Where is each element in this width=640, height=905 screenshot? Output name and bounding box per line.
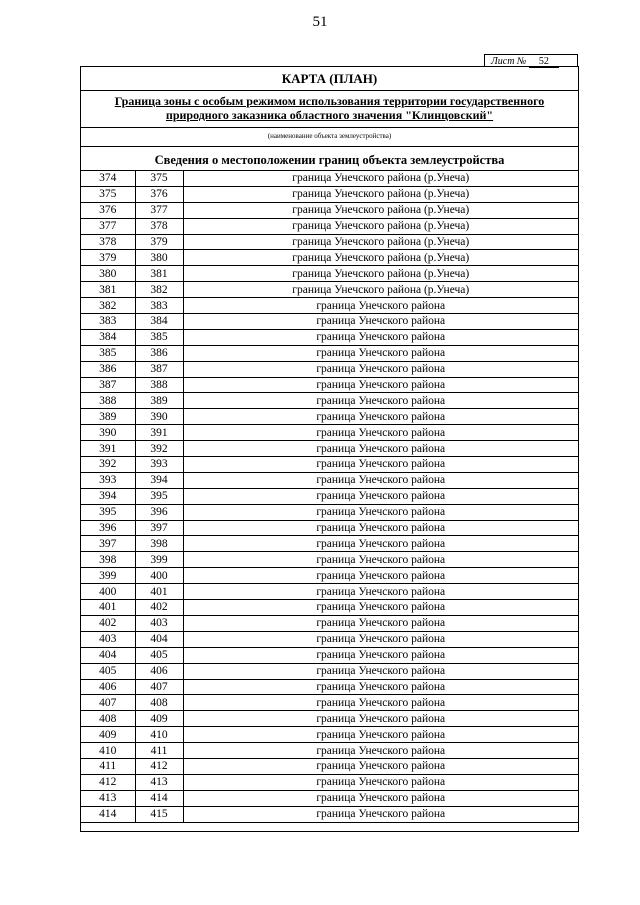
table-row bbox=[81, 425, 578, 441]
table-row bbox=[81, 361, 578, 377]
boundary-description: граница Унечского района bbox=[183, 727, 578, 743]
point-to: 391 bbox=[135, 425, 183, 441]
boundary-description: граница Унечского района bbox=[183, 679, 578, 695]
boundary-description: граница Унечского района bbox=[183, 314, 578, 330]
boundary-description: граница Унечского района bbox=[183, 345, 578, 361]
point-to: 402 bbox=[135, 600, 183, 616]
point-from: 400 bbox=[81, 584, 135, 600]
boundary-description: граница Унечского района (р.Унеча) bbox=[183, 171, 578, 186]
point-to: 405 bbox=[135, 647, 183, 663]
point-from: 375 bbox=[81, 186, 135, 202]
point-from: 381 bbox=[81, 282, 135, 298]
boundary-description: граница Унечского района bbox=[183, 790, 578, 806]
point-from: 387 bbox=[81, 377, 135, 393]
point-from: 408 bbox=[81, 711, 135, 727]
point-from: 407 bbox=[81, 695, 135, 711]
table-row bbox=[81, 711, 578, 727]
point-from: 376 bbox=[81, 202, 135, 218]
boundary-description: граница Унечского района bbox=[183, 631, 578, 647]
point-to: 377 bbox=[135, 202, 183, 218]
point-to: 392 bbox=[135, 441, 183, 457]
boundary-description: граница Унечского района bbox=[183, 298, 578, 314]
table-row bbox=[81, 695, 578, 711]
point-to: 411 bbox=[135, 743, 183, 759]
point-from: 404 bbox=[81, 647, 135, 663]
point-to: 387 bbox=[135, 361, 183, 377]
table-row bbox=[81, 409, 578, 425]
boundary-description: граница Унечского района bbox=[183, 600, 578, 616]
section-title: Сведения о местоположении границ объекта землеустройства bbox=[81, 147, 578, 171]
point-to: 399 bbox=[135, 552, 183, 568]
point-to: 408 bbox=[135, 695, 183, 711]
point-to: 396 bbox=[135, 504, 183, 520]
point-to: 413 bbox=[135, 774, 183, 790]
point-from: 386 bbox=[81, 361, 135, 377]
object-name-line-2: природного заказника областного значения "Клинцовский" bbox=[165, 108, 494, 122]
table-row bbox=[81, 202, 578, 218]
boundary-description: граница Унечского района bbox=[183, 441, 578, 457]
table-row bbox=[81, 234, 578, 250]
table-row bbox=[81, 441, 578, 457]
point-to: 407 bbox=[135, 679, 183, 695]
point-from: 394 bbox=[81, 488, 135, 504]
table-row bbox=[81, 504, 578, 520]
table-row bbox=[81, 806, 578, 822]
boundary-description: граница Унечского района bbox=[183, 409, 578, 425]
point-from: 412 bbox=[81, 774, 135, 790]
table-row bbox=[81, 631, 578, 647]
point-from: 403 bbox=[81, 631, 135, 647]
table-row bbox=[81, 600, 578, 616]
point-to: 393 bbox=[135, 457, 183, 473]
point-to: 400 bbox=[135, 568, 183, 584]
point-from: 410 bbox=[81, 743, 135, 759]
boundary-description: граница Унечского района bbox=[183, 584, 578, 600]
point-to: 406 bbox=[135, 663, 183, 679]
table-row bbox=[81, 282, 578, 298]
point-to: 394 bbox=[135, 472, 183, 488]
point-to: 401 bbox=[135, 584, 183, 600]
table-row bbox=[81, 345, 578, 361]
point-to: 388 bbox=[135, 377, 183, 393]
point-from: 406 bbox=[81, 679, 135, 695]
table-row bbox=[81, 727, 578, 743]
point-from: 396 bbox=[81, 520, 135, 536]
document-title: КАРТА (ПЛАН) bbox=[81, 67, 578, 91]
boundary-description: граница Унечского района bbox=[183, 520, 578, 536]
point-from: 391 bbox=[81, 441, 135, 457]
point-from: 383 bbox=[81, 314, 135, 330]
boundary-description: граница Унечского района bbox=[183, 536, 578, 552]
point-to: 382 bbox=[135, 282, 183, 298]
sheet-label: Лист № bbox=[491, 56, 527, 67]
point-to: 383 bbox=[135, 298, 183, 314]
point-from: 414 bbox=[81, 806, 135, 822]
point-to: 403 bbox=[135, 615, 183, 631]
boundary-description: граница Унечского района bbox=[183, 425, 578, 441]
point-from: 379 bbox=[81, 250, 135, 266]
boundary-description: граница Унечского района (р.Унеча) bbox=[183, 186, 578, 202]
point-from: 385 bbox=[81, 345, 135, 361]
point-from: 409 bbox=[81, 727, 135, 743]
boundary-table-body bbox=[81, 171, 578, 822]
boundary-table bbox=[81, 171, 578, 823]
point-to: 414 bbox=[135, 790, 183, 806]
point-from: 377 bbox=[81, 218, 135, 234]
table-row bbox=[81, 186, 578, 202]
point-from: 392 bbox=[81, 457, 135, 473]
boundary-description: граница Унечского района bbox=[183, 568, 578, 584]
object-name-line-1: Граница зоны с особым режимом использования территории государственного bbox=[114, 94, 545, 108]
table-row bbox=[81, 679, 578, 695]
table-row bbox=[81, 488, 578, 504]
table-row bbox=[81, 536, 578, 552]
boundary-description: граница Унечского района bbox=[183, 488, 578, 504]
object-name-caption: (наименование объекта землеустройства) bbox=[81, 128, 578, 147]
table-row bbox=[81, 218, 578, 234]
table-row bbox=[81, 743, 578, 759]
table-row bbox=[81, 647, 578, 663]
point-from: 390 bbox=[81, 425, 135, 441]
point-to: 380 bbox=[135, 250, 183, 266]
table-row bbox=[81, 457, 578, 473]
table-row bbox=[81, 472, 578, 488]
point-to: 379 bbox=[135, 234, 183, 250]
point-from: 401 bbox=[81, 600, 135, 616]
point-from: 380 bbox=[81, 266, 135, 282]
table-row bbox=[81, 250, 578, 266]
point-to: 409 bbox=[135, 711, 183, 727]
boundary-description: граница Унечского района bbox=[183, 806, 578, 822]
boundary-description: граница Унечского района bbox=[183, 743, 578, 759]
boundary-description: граница Унечского района bbox=[183, 615, 578, 631]
table-row bbox=[81, 377, 578, 393]
point-to: 378 bbox=[135, 218, 183, 234]
point-to: 397 bbox=[135, 520, 183, 536]
point-to: 390 bbox=[135, 409, 183, 425]
point-from: 378 bbox=[81, 234, 135, 250]
table-row bbox=[81, 393, 578, 409]
boundary-description: граница Унечского района (р.Унеча) bbox=[183, 202, 578, 218]
point-from: 413 bbox=[81, 790, 135, 806]
table-row bbox=[81, 584, 578, 600]
object-name bbox=[81, 91, 578, 128]
point-from: 384 bbox=[81, 329, 135, 345]
boundary-description: граница Унечского района bbox=[183, 663, 578, 679]
boundary-description: граница Унечского района bbox=[183, 393, 578, 409]
point-to: 386 bbox=[135, 345, 183, 361]
boundary-description: граница Унечского района bbox=[183, 361, 578, 377]
boundary-description: граница Унечского района bbox=[183, 552, 578, 568]
boundary-description: граница Унечского района bbox=[183, 472, 578, 488]
table-row bbox=[81, 298, 578, 314]
point-from: 402 bbox=[81, 615, 135, 631]
point-to: 375 bbox=[135, 171, 183, 186]
boundary-description: граница Унечского района (р.Унеча) bbox=[183, 250, 578, 266]
point-from: 388 bbox=[81, 393, 135, 409]
table-row bbox=[81, 266, 578, 282]
point-from: 389 bbox=[81, 409, 135, 425]
point-to: 412 bbox=[135, 758, 183, 774]
boundary-description: граница Унечского района (р.Унеча) bbox=[183, 234, 578, 250]
point-to: 389 bbox=[135, 393, 183, 409]
point-to: 395 bbox=[135, 488, 183, 504]
boundary-description: граница Унечского района bbox=[183, 695, 578, 711]
point-to: 381 bbox=[135, 266, 183, 282]
table-row bbox=[81, 663, 578, 679]
point-to: 376 bbox=[135, 186, 183, 202]
point-from: 398 bbox=[81, 552, 135, 568]
page-number: 51 bbox=[312, 14, 328, 30]
sheet-number: 52 bbox=[529, 56, 559, 68]
boundary-description: граница Унечского района bbox=[183, 457, 578, 473]
point-to: 385 bbox=[135, 329, 183, 345]
boundary-description: граница Унечского района (р.Унеча) bbox=[183, 266, 578, 282]
table-row bbox=[81, 790, 578, 806]
point-from: 374 bbox=[81, 171, 135, 186]
point-from: 382 bbox=[81, 298, 135, 314]
table-row bbox=[81, 329, 578, 345]
table-row bbox=[81, 520, 578, 536]
point-to: 384 bbox=[135, 314, 183, 330]
document-frame bbox=[80, 66, 579, 832]
boundary-description: граница Унечского района bbox=[183, 647, 578, 663]
boundary-description: граница Унечского района (р.Унеча) bbox=[183, 282, 578, 298]
point-from: 393 bbox=[81, 472, 135, 488]
point-to: 410 bbox=[135, 727, 183, 743]
table-row bbox=[81, 568, 578, 584]
point-from: 399 bbox=[81, 568, 135, 584]
boundary-description: граница Унечского района bbox=[183, 758, 578, 774]
table-row bbox=[81, 774, 578, 790]
point-from: 411 bbox=[81, 758, 135, 774]
table-row bbox=[81, 758, 578, 774]
boundary-description: граница Унечского района bbox=[183, 377, 578, 393]
table-row bbox=[81, 615, 578, 631]
table-row bbox=[81, 314, 578, 330]
table-row bbox=[81, 552, 578, 568]
point-from: 397 bbox=[81, 536, 135, 552]
boundary-description: граница Унечского района bbox=[183, 329, 578, 345]
boundary-description: граница Унечского района bbox=[183, 504, 578, 520]
boundary-description: граница Унечского района (р.Унеча) bbox=[183, 218, 578, 234]
point-to: 404 bbox=[135, 631, 183, 647]
point-from: 405 bbox=[81, 663, 135, 679]
point-from: 395 bbox=[81, 504, 135, 520]
point-to: 415 bbox=[135, 806, 183, 822]
table-row bbox=[81, 171, 578, 186]
point-to: 398 bbox=[135, 536, 183, 552]
boundary-description: граница Унечского района bbox=[183, 711, 578, 727]
boundary-description: граница Унечского района bbox=[183, 774, 578, 790]
